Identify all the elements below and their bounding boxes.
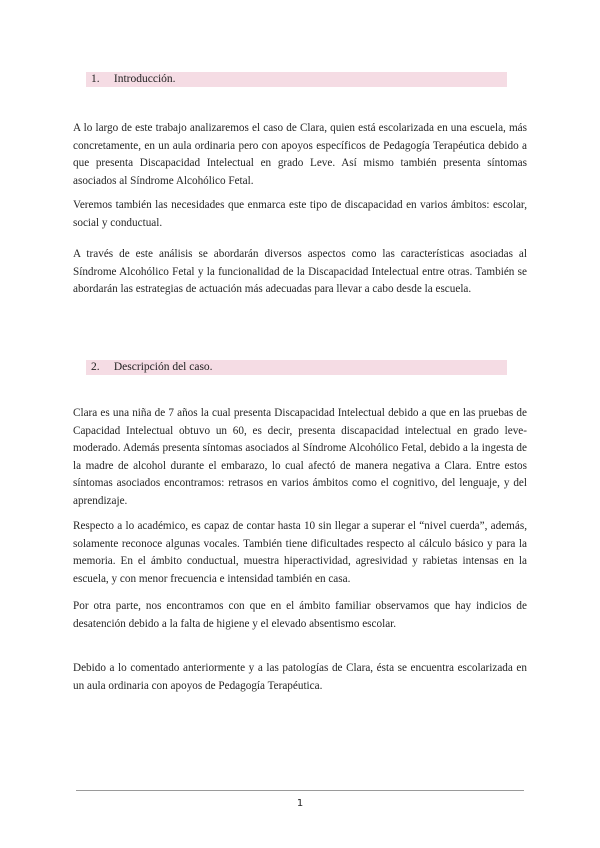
paragraph: Veremos también las necesidades que enmarca este tipo de discapacidad en varios ámbitos: escolar, social y conductual. [73, 199, 527, 229]
section-number: 2. [91, 361, 100, 373]
section-heading-introduccion [86, 72, 507, 87]
page-number: 1 [296, 798, 304, 809]
paragraph: Debido a lo comentado anteriormente y a las patologías de Clara, ésta se encuentra escolarizada en un aula ordinaria con apoyos de Pedagogía Terapéutica. [73, 662, 527, 692]
paragraph: A lo largo de este trabajo analizaremos el caso de Clara, quien está escolarizada en una escuela, más concretamente, en un aula ordinaria pero con apoyos específicos de Pedagogía Terapéutica debido a que presenta Discapacidad Intelectual en grado Leve. Así mismo también presenta síntomas asociados al Síndrome Alcohólico Fetal. [73, 122, 527, 187]
section-number: 1. [91, 73, 100, 85]
paragraph: Respecto a lo académico, es capaz de contar hasta 10 sin llegar a superar el “nivel cuerda”, además, solamente reconoce algunas vocales. También tiene dificultades respecto al cálculo básico y para la memoria. En el ámbito conductual, muestra hiperactividad, agresividad y rabietas intensas en la escuela, y con menor frecuencia e intensidad también en casa. [73, 520, 527, 585]
footer-divider [76, 790, 524, 791]
paragraph: A través de este análisis se abordarán diversos aspectos como las características asociadas al Síndrome Alcohólico Fetal y la funcionalidad de la Discapacidad Intelectual entre otras. También se abordarán las estrategias de actuación más adecuadas para llevar a cabo desde la escuela. [73, 248, 527, 296]
section-title: Descripción del caso. [113, 361, 213, 373]
section-heading-descripcion [86, 360, 507, 375]
paragraph: Clara es una niña de 7 años la cual presenta Discapacidad Intelectual debido a que en las pruebas de Capacidad Intelectual obtuvo un 60, es decir, presenta discapacidad intelectual en grado leve-moderado. Además presenta síntomas asociados al Síndrome Alcohólico Fetal, debido a la ingesta de la madre de alcohol durante el embarazo, lo cual afectó de manera negativa a Clara. Entre estos síntomas asociados encontramos: retrasos en varios ámbitos como el cognitivo, del lenguaje, y del aprendizaje. [73, 407, 527, 507]
section-title: Introducción. [113, 73, 176, 85]
paragraph: Por otra parte, nos encontramos con que en el ámbito familiar observamos que hay indicios de desatención debido a la falta de higiene y el elevado absentismo escolar. [73, 600, 527, 630]
